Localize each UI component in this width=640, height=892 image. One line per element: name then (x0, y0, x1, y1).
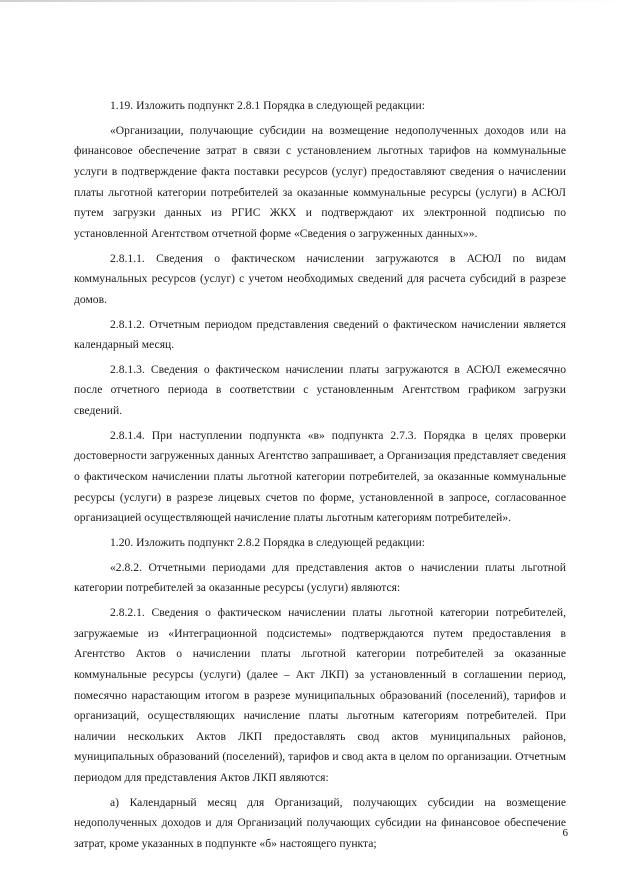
paragraph-2-8-1-1: 2.8.1.1. Сведения о фактическом начислении загружаются в АСЮЛ по видам коммунальных ресурсов (услуг) с учетом необходимых сведений для расчета субсидий в разрезе домов. (74, 251, 566, 306)
paragraph-2-8-1-4: 2.8.1.4. При наступлении подпункта «в» подпункта 2.7.3. Порядка в целях проверки достоверности загруженных данных Агентство запрашивает, а Организация представляет сведения о фактическом начислении платы льготной категории потребителей, за оказанные коммунальные ресурсы (услуги) в разрезе лицевых счетов по форме, установленной в запросе, согласованное организацией осуществляющей начисление платы льготным категориям потребителей». (74, 428, 566, 525)
document-body (74, 96, 566, 854)
paragraph-2-8-1-2: 2.8.1.2. Отчетным периодом представления сведений о фактическом начислении является календарный месяц. (74, 317, 566, 352)
paragraph-2-8-2: «2.8.2. Отчетными периодами для представления актов о начислении платы льготной категории потребителей за оказанные ресурсы (услуги) являются: (74, 560, 566, 595)
paragraph-2-8-1-3: 2.8.1.3. Сведения о фактическом начислении платы загружаются в АСЮЛ ежемесячно после отчетного периода в соответствии с установленным Агентством графиком загрузки сведений. (74, 362, 566, 418)
paragraph-2-8-2-1: 2.8.2.1. Сведения о фактическом начислении платы льготной категории потребителей, загружаемые из «Интеграционной подсистемы» подтверждаются путем предоставления в Агентство Актов о начислении платы льготной категории потребителей за оказанные коммунальные ресурсы (услуги) (далее – Акт ЛКП) за установленный в соглашении период, помесячно нарастающим итогом в разрезе муниципальных образований (поселений), тарифов и организаций, осуществляющих начисление платы льготным категориям потребителей. При наличии нескольких Актов ЛКП предоставлять свод актов муниципальных районов, муниципальных образований (поселений), тарифов и свод акта в целом по организации. Отчетным периодом для представления Актов ЛКП являются: (74, 606, 566, 784)
paragraph-1-20: 1.20. Изложить подпункт 2.8.2 Порядка в следующей редакции: (110, 536, 425, 549)
paragraph-2-8-1-quote: «Организации, получающие субсидии на возмещение недополученных доходов или на финансовое обеспечение затрат в связи с установлением льготных тарифов на коммунальные услуги в подтверждение факта поставки ресурсов (услуг) предоставляют сведения о начислении платы льготной категории потребителей за оказанные коммунальные ресурсы (услуги) в АСЮЛ путем загрузки данных из РГИС ЖКХ и подтверждают их электронной подписью по установленной Агентством отчетной форме «Сведения о загруженных данных»». (74, 123, 566, 240)
page-number: 6 (562, 827, 568, 839)
paragraph-1-19: 1.19. Изложить подпункт 2.8.1 Порядка в следующей редакции: (110, 99, 425, 112)
paragraph-subitem-a: а) Календарный месяц для Организаций, получающих субсидии на возмещение недополученных доходов и для Организаций получающих субсидии на финансовое обеспечение затрат, кроме указанных в подпункте «б» настоящего пункта; (74, 795, 566, 850)
scan-edge-line (0, 0, 640, 2)
